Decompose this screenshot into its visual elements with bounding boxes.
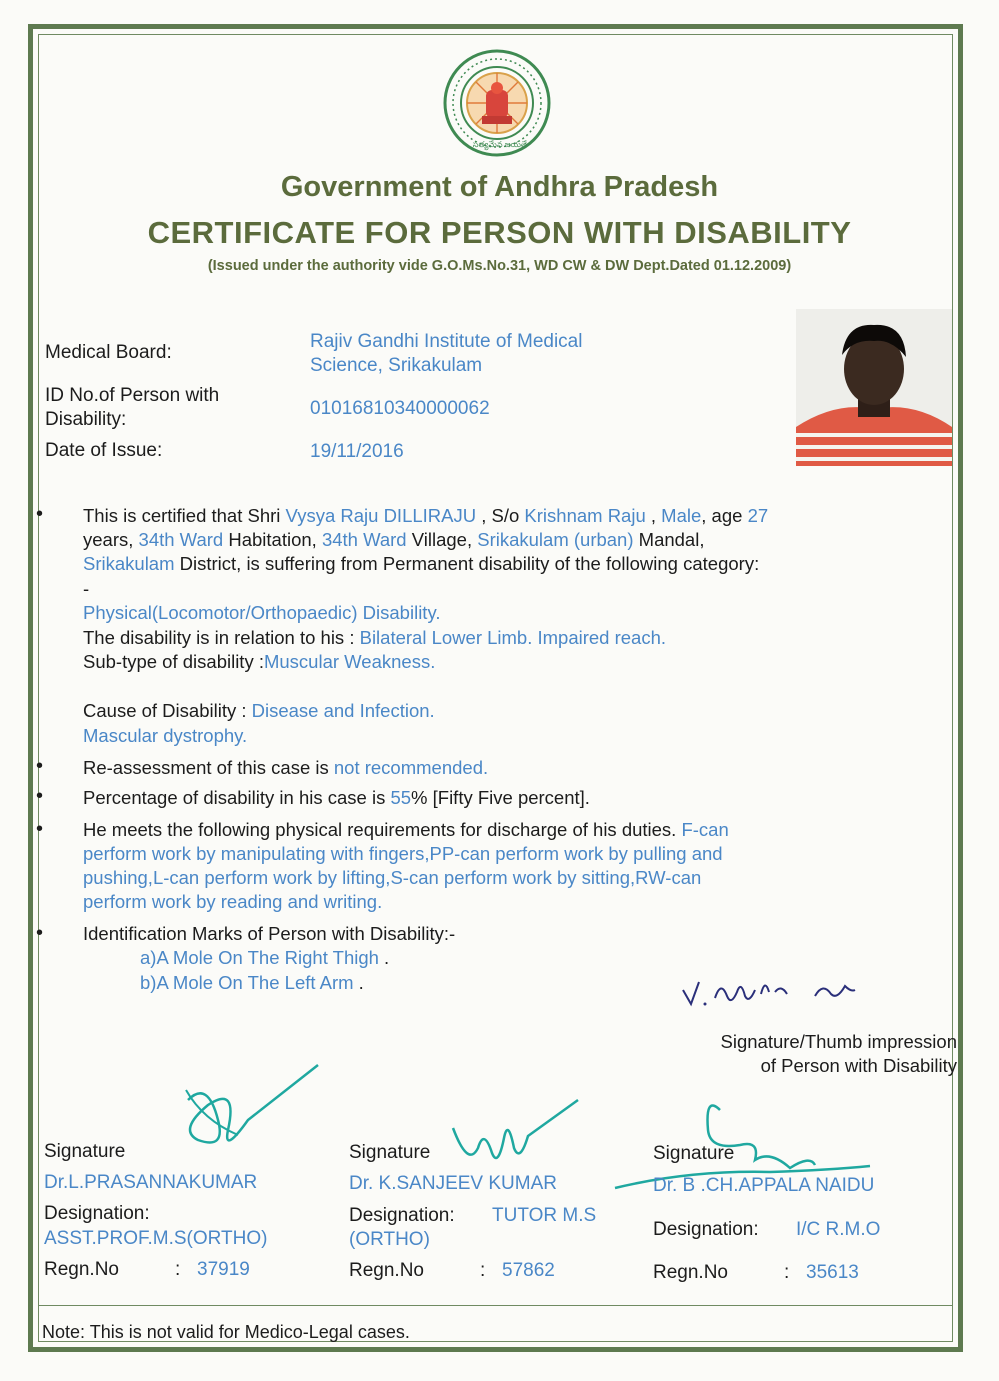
doctor-2-regn-label: Regn.No <box>349 1260 424 1281</box>
identification-mark-b: b)A Mole On The Left Arm . <box>140 972 364 993</box>
certification-line-2: years, 34th Ward Habitation, 34th Ward Village, Srikakulam (urban) Mandal, <box>83 529 705 550</box>
footer-rule <box>38 1305 953 1306</box>
id-number-label-line2: Disability: <box>45 409 127 430</box>
person-signature-icon <box>675 970 865 1025</box>
person-name: Vysya Raju DILLIRAJU <box>285 505 477 526</box>
legal-note: Note: This is not valid for Medico-Legal cases. <box>42 1322 410 1342</box>
bullet-identification: • <box>36 922 44 944</box>
village: 34th Ward <box>321 529 407 550</box>
physical-requirements: He meets the following physical requirements for discharge of his duties. F-can <box>83 819 729 840</box>
emblem-motto: సత్యమేవ జయతే <box>472 140 528 149</box>
habitation: 34th Ward <box>138 529 224 550</box>
government-title: Government of Andhra Pradesh <box>280 171 719 203</box>
doctor-1-regn-number: 37919 <box>197 1259 250 1280</box>
doctor-1-regn-colon: : <box>175 1259 181 1280</box>
doctor-3-regn-colon: : <box>784 1262 790 1283</box>
doctor-2-signature-icon <box>448 1098 588 1183</box>
bullet-certification: • <box>36 503 44 525</box>
reassessment: Re-assessment of this case is not recommended. <box>83 757 489 778</box>
certificate-title: CERTIFICATE FOR PERSON WITH DISABILITY <box>147 215 852 250</box>
doctor-1-signature-icon <box>168 1060 328 1175</box>
age: 27 <box>747 505 769 526</box>
doctor-2-designation: TUTOR M.S <box>492 1205 597 1226</box>
physical-requirements-line2: perform work by manipulating with fingers,PP-can perform work by pulling and <box>83 843 723 864</box>
medical-board-value-line2: Science, Srikakulam <box>310 355 483 376</box>
bullet-requirements: • <box>36 818 44 840</box>
doctor-3-name: Dr. B .CH.APPALA NAIDU <box>653 1175 875 1196</box>
doctor-3-designation: I/C R.M.O <box>796 1219 881 1240</box>
disability-percentage: Percentage of disability in his case is 55% [Fifty Five percent]. <box>83 787 590 808</box>
physical-requirements-line3: pushing,L-can perform work by lifting,S-can perform work by sitting,RW-can <box>83 867 702 888</box>
doctor-2-regn-number: 57862 <box>502 1260 555 1281</box>
person-signature-label: Signature/Thumb impression <box>720 1031 957 1052</box>
doctor-1-signature-label: Signature <box>44 1141 126 1162</box>
medical-board-value: Rajiv Gandhi Institute of Medical <box>310 331 583 352</box>
doctor-2-name: Dr. K.SANJEEV KUMAR <box>349 1173 557 1194</box>
district: Srikakulam <box>83 553 175 574</box>
certification-line-3: Srikakulam District, is suffering from Permanent disability of the following category: <box>83 553 760 574</box>
doctor-2-designation-line2: (ORTHO) <box>349 1229 430 1250</box>
authority-line: (Issued under the authority vide G.O.Ms.No.31, WD CW & DW Dept.Dated 01.12.2009) <box>207 258 792 274</box>
doctor-1-designation: ASST.PROF.M.S(ORTHO) <box>44 1228 268 1249</box>
doctor-3-designation-label: Designation: <box>653 1219 759 1240</box>
disability-cause: Cause of Disability : Disease and Infection. <box>83 700 435 721</box>
father-name: Krishnam Raju <box>524 505 646 526</box>
date-of-issue-value: 19/11/2016 <box>310 441 404 462</box>
doctor-3-regn-number: 35613 <box>806 1262 859 1283</box>
doctor-3-signature-label: Signature <box>653 1143 735 1164</box>
bullet-reassessment: • <box>36 755 44 777</box>
bullet-percentage: • <box>36 785 44 807</box>
dash: - <box>83 578 90 599</box>
disability-relation: The disability is in relation to his : Bilateral Lower Limb. Impaired reach. <box>83 627 667 648</box>
medical-board-label: Medical Board: <box>45 342 172 363</box>
identification-mark-a: a)A Mole On The Right Thigh . <box>140 947 390 968</box>
doctor-1-name: Dr.L.PRASANNAKUMAR <box>44 1172 258 1193</box>
id-number-label: ID No.of Person with <box>45 385 220 406</box>
disability-cause-line2: Mascular dystrophy. <box>83 725 248 746</box>
doctor-2-signature-label: Signature <box>349 1142 431 1163</box>
doctor-2-designation-label: Designation: <box>349 1205 455 1226</box>
physical-requirements-line4: perform work by reading and writing. <box>83 891 383 912</box>
date-of-issue-label: Date of Issue: <box>45 440 163 461</box>
person-signature-label-line2: of Person with Disability <box>760 1055 957 1076</box>
person-photo <box>796 309 952 466</box>
doctor-3-regn-label: Regn.No <box>653 1262 728 1283</box>
gender: Male <box>661 505 702 526</box>
mandal: Srikakulam (urban) <box>477 529 634 550</box>
doctor-1-regn-label: Regn.No <box>44 1259 119 1280</box>
doctor-1-designation-label: Designation: <box>44 1203 150 1224</box>
identification-marks-label: Identification Marks of Person with Disability:- <box>83 923 456 944</box>
certification-line-1: This is certified that Shri Vysya Raju DILLIRAJU , S/o Krishnam Raju , Male, age 27 <box>83 505 769 526</box>
disability-category: Physical(Locomotor/Orthopaedic) Disability. <box>83 602 441 623</box>
id-number-value: 01016810340000062 <box>310 398 490 419</box>
disability-subtype: Sub-type of disability :Muscular Weakness. <box>83 651 436 672</box>
doctor-2-regn-colon: : <box>480 1260 486 1281</box>
